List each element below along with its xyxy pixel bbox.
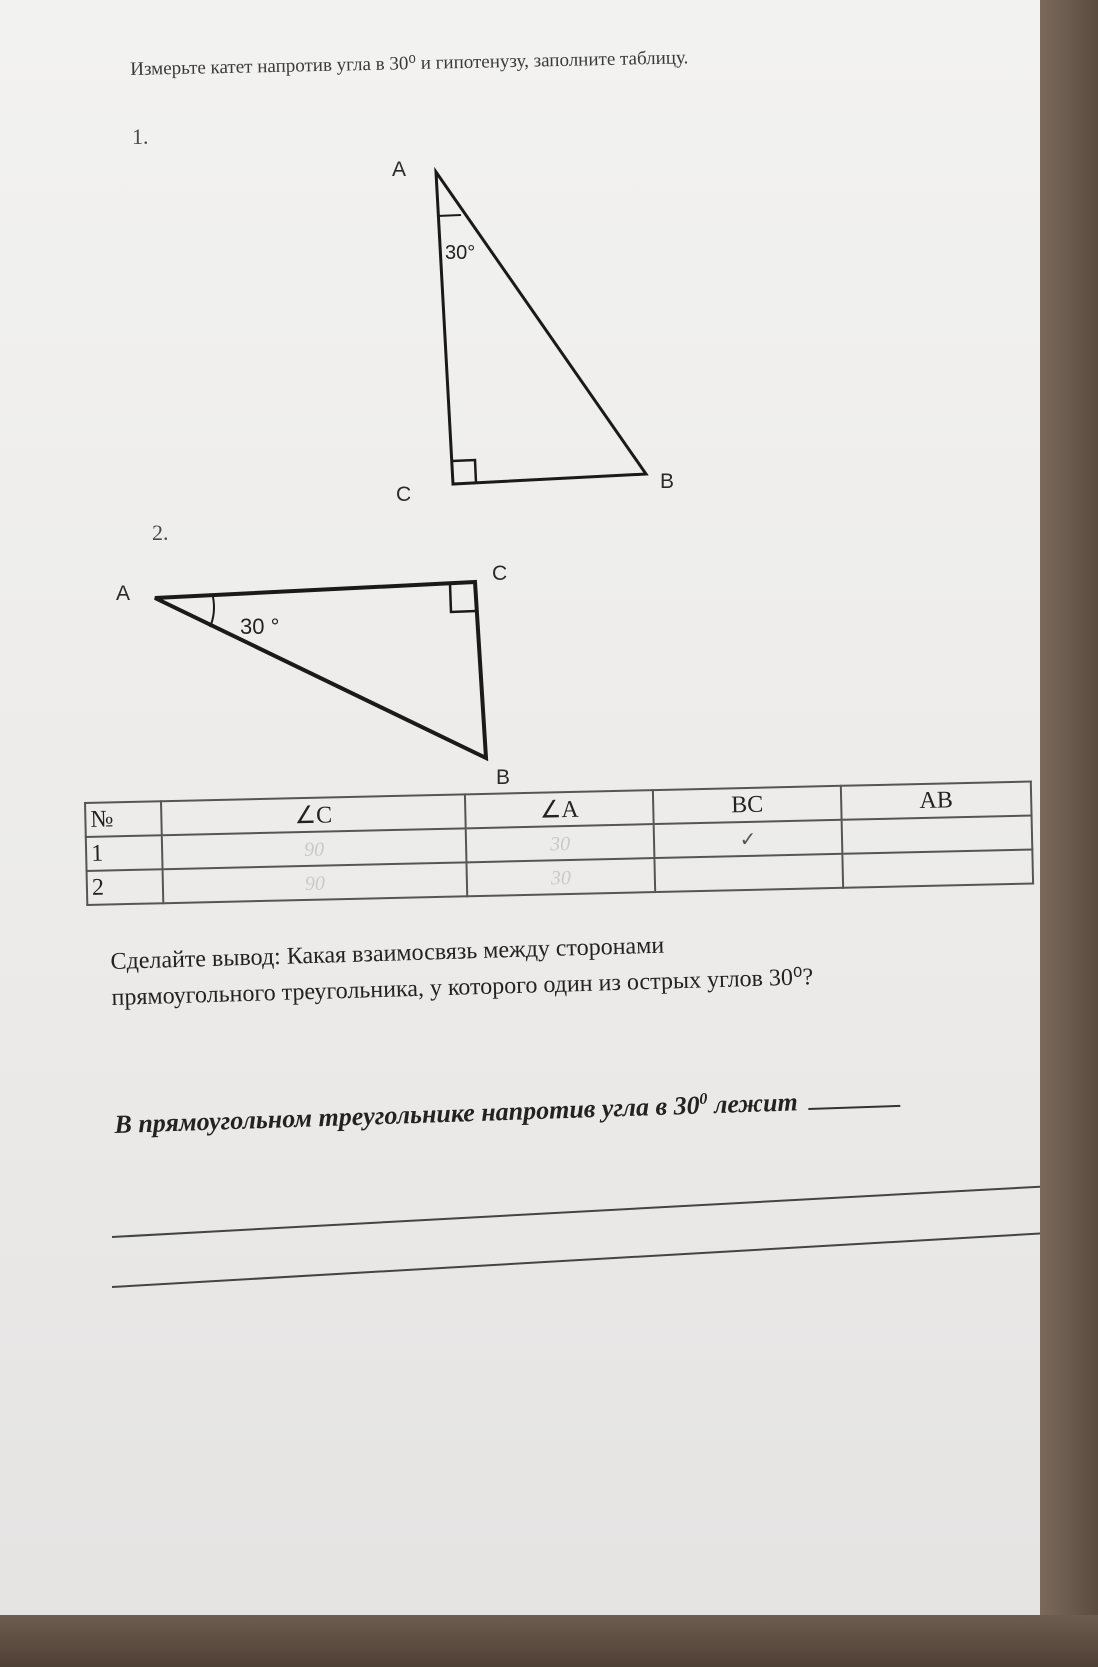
answer-suffix: лежит (707, 1087, 799, 1120)
figure-2-vertex-a: A (116, 582, 131, 605)
row-1-bc: ✓ (739, 828, 757, 851)
row-1-number: 1 (86, 835, 163, 871)
figure-1-number: 1. (132, 124, 149, 149)
row-2-number: 2 (87, 869, 164, 905)
header-angle-c: ∠C (161, 794, 466, 835)
header-ab: AB (841, 782, 1032, 820)
row-1-angle-a: 30 (549, 832, 571, 855)
instruction-text: Измерьте катет напротив угла в 30⁰ и гипотенузу, заполните таблицу. (130, 47, 689, 80)
row-1-angle-c: 90 (303, 838, 325, 861)
figure-1-vertex-c: C (396, 483, 412, 506)
row-1-ab (842, 816, 1033, 854)
conclusion-line-1: Сделайте вывод: Какая взаимосвязь между сторонами (110, 932, 665, 975)
row-2-angle-a: 30 (550, 866, 572, 889)
conclusion-line-2: прямоугольного треугольника, у которого один из острых углов 30⁰? (111, 964, 814, 1011)
row-2-ab (842, 849, 1033, 887)
answer-blank-line-2[interactable] (112, 1231, 1071, 1288)
table-surface-bottom (0, 1615, 1098, 1667)
answer-superscript: 0 (699, 1090, 708, 1108)
header-bc: BC (653, 786, 842, 824)
figure-1-angle-label: 30° (445, 242, 476, 264)
figure-2-vertex-b: B (496, 766, 511, 789)
answer-statement (114, 1084, 900, 1140)
figure-1-vertex-a: A (392, 158, 407, 181)
answer-blank-line-1[interactable] (112, 1184, 1071, 1238)
triangle-2 (155, 582, 486, 758)
figure-2-angle-label: 30 ° (240, 614, 280, 639)
header-angle-a: ∠A (465, 790, 654, 828)
figure-1-vertex-b: B (660, 470, 675, 493)
triangle-1 (436, 172, 646, 484)
answer-blank-inline[interactable] (808, 1105, 900, 1110)
figure-2-number: 2. (152, 520, 169, 545)
table-surface-right (1040, 0, 1098, 1667)
conclusion-question (110, 923, 814, 1016)
row-2-angle-c: 90 (304, 872, 326, 895)
measurement-table (84, 780, 1034, 905)
triangle-figures (0, 0, 1040, 800)
figure-2-vertex-c: C (492, 562, 508, 585)
row-2-bc (654, 854, 843, 892)
header-number: № (85, 801, 162, 837)
answer-prefix: В прямоугольном треугольнике напротив угла в 30 (114, 1090, 701, 1139)
